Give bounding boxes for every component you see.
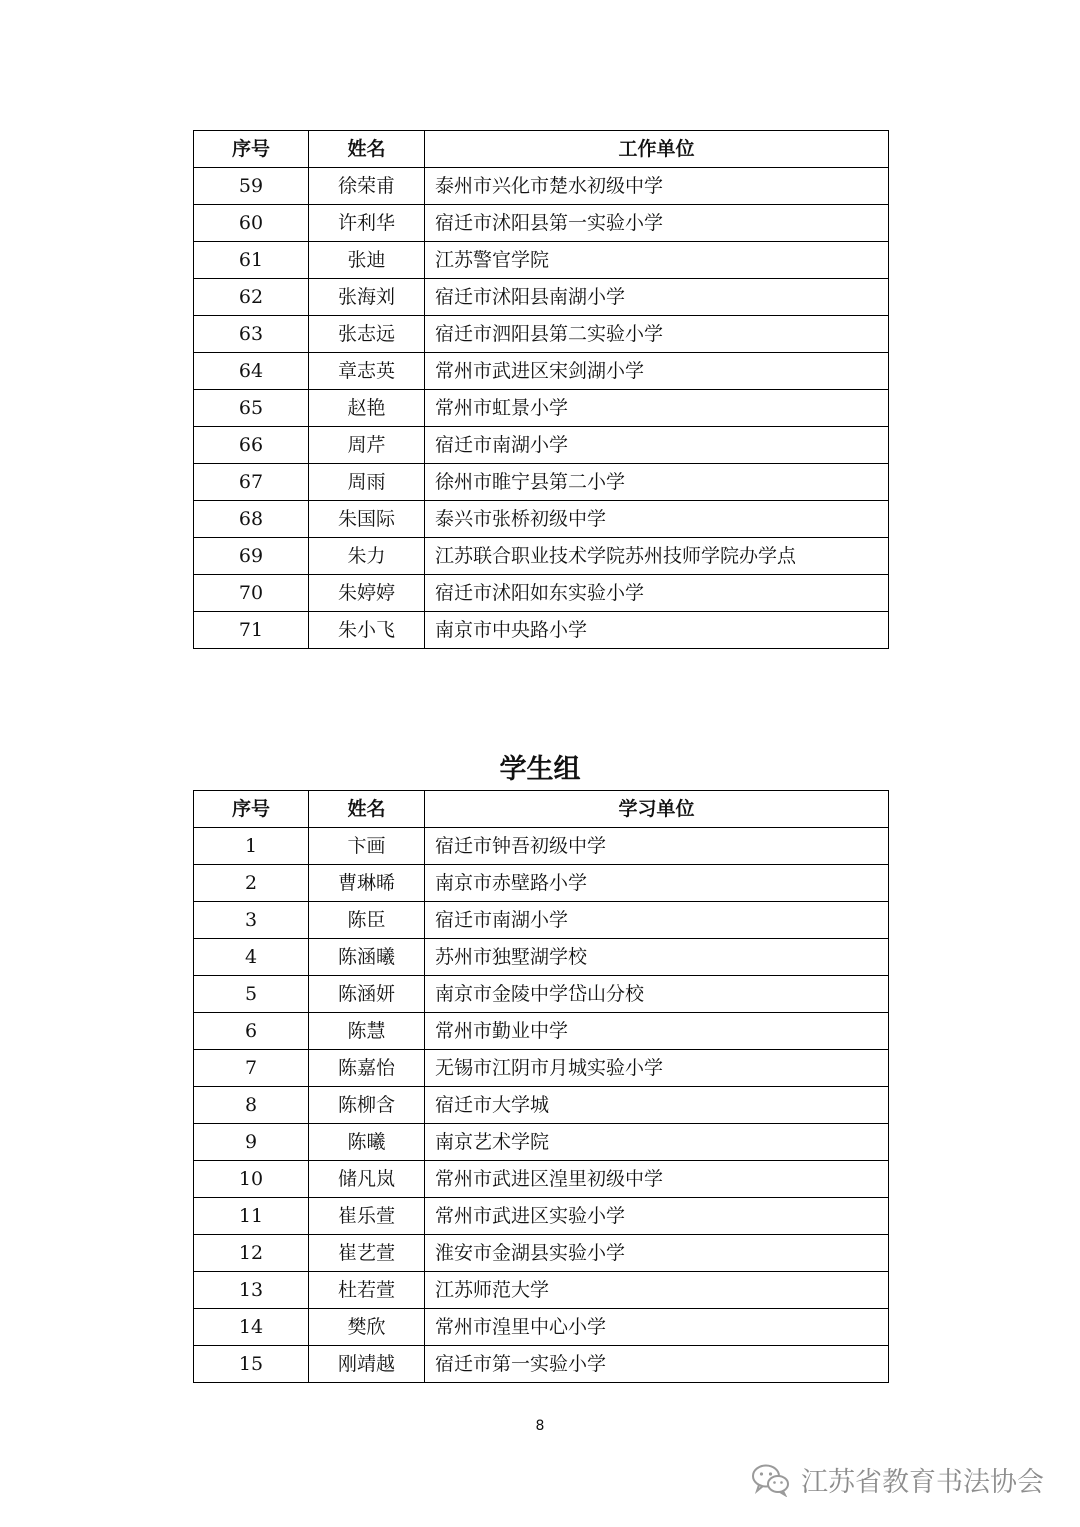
cell-name: 朱国际 — [309, 501, 425, 538]
cell-name: 樊欣 — [309, 1309, 425, 1346]
cell-name: 曹琳晞 — [309, 865, 425, 902]
cell-unit: 宿迁市大学城 — [425, 1087, 889, 1124]
cell-name: 周雨 — [309, 464, 425, 501]
watermark — [751, 1460, 1044, 1499]
cell-unit: 宿迁市南湖小学 — [425, 427, 889, 464]
table-row — [194, 168, 889, 205]
table-row — [194, 242, 889, 279]
cell-name: 张迪 — [309, 242, 425, 279]
cell-unit: 南京艺术学院 — [425, 1124, 889, 1161]
cell-number: 64 — [194, 353, 309, 390]
cell-number: 70 — [194, 575, 309, 612]
table-row — [194, 1013, 889, 1050]
table-row — [194, 538, 889, 575]
cell-unit: 常州市武进区宋剑湖小学 — [425, 353, 889, 390]
cell-name: 章志英 — [309, 353, 425, 390]
table-row — [194, 1050, 889, 1087]
cell-number: 4 — [194, 939, 309, 976]
cell-number: 67 — [194, 464, 309, 501]
cell-number: 10 — [194, 1161, 309, 1198]
table-row — [194, 1309, 889, 1346]
cell-name: 陈柳含 — [309, 1087, 425, 1124]
table-row — [194, 575, 889, 612]
cell-number: 8 — [194, 1087, 309, 1124]
cell-unit: 宿迁市沭阳如东实验小学 — [425, 575, 889, 612]
cell-unit: 宿迁市沭阳县南湖小学 — [425, 279, 889, 316]
cell-name: 崔乐萱 — [309, 1198, 425, 1235]
cell-number: 1 — [194, 828, 309, 865]
cell-number: 5 — [194, 976, 309, 1013]
header-number: 序号 — [194, 791, 309, 828]
cell-unit: 宿迁市南湖小学 — [425, 902, 889, 939]
cell-unit: 宿迁市沭阳县第一实验小学 — [425, 205, 889, 242]
table-row — [194, 501, 889, 538]
cell-unit: 常州市湟里中心小学 — [425, 1309, 889, 1346]
cell-unit: 宿迁市钟吾初级中学 — [425, 828, 889, 865]
cell-unit: 泰兴市张桥初级中学 — [425, 501, 889, 538]
cell-number: 7 — [194, 1050, 309, 1087]
cell-name: 陈慧 — [309, 1013, 425, 1050]
cell-unit: 无锡市江阴市月城实验小学 — [425, 1050, 889, 1087]
cell-number: 63 — [194, 316, 309, 353]
table-row — [194, 828, 889, 865]
cell-number: 60 — [194, 205, 309, 242]
table-row — [194, 279, 889, 316]
cell-number: 11 — [194, 1198, 309, 1235]
table-row — [194, 205, 889, 242]
cell-name: 朱力 — [309, 538, 425, 575]
table-row — [194, 612, 889, 649]
table-row — [194, 902, 889, 939]
cell-name: 张海刘 — [309, 279, 425, 316]
cell-number: 69 — [194, 538, 309, 575]
header-unit: 学习单位 — [425, 791, 889, 828]
table-header-row — [194, 791, 889, 828]
cell-unit: 南京市赤壁路小学 — [425, 865, 889, 902]
cell-unit: 苏州市独墅湖学校 — [425, 939, 889, 976]
cell-unit: 常州市勤业中学 — [425, 1013, 889, 1050]
table-row — [194, 1272, 889, 1309]
table-row — [194, 1124, 889, 1161]
cell-number: 65 — [194, 390, 309, 427]
cell-number: 13 — [194, 1272, 309, 1309]
cell-name: 朱小飞 — [309, 612, 425, 649]
cell-unit: 宿迁市泗阳县第二实验小学 — [425, 316, 889, 353]
cell-number: 2 — [194, 865, 309, 902]
cell-unit: 常州市虹景小学 — [425, 390, 889, 427]
table-row — [194, 390, 889, 427]
cell-name: 陈臣 — [309, 902, 425, 939]
table-row — [194, 1161, 889, 1198]
cell-number: 9 — [194, 1124, 309, 1161]
cell-name: 陈曦 — [309, 1124, 425, 1161]
cell-name: 刚靖越 — [309, 1346, 425, 1383]
student-table — [193, 790, 889, 1383]
header-name: 姓名 — [309, 791, 425, 828]
cell-number: 3 — [194, 902, 309, 939]
table-header-row — [194, 131, 889, 168]
cell-number: 12 — [194, 1235, 309, 1272]
cell-unit: 宿迁市第一实验小学 — [425, 1346, 889, 1383]
table-row — [194, 1346, 889, 1383]
cell-unit: 泰州市兴化市楚水初级中学 — [425, 168, 889, 205]
cell-number: 68 — [194, 501, 309, 538]
teacher-table — [193, 130, 889, 649]
cell-number: 61 — [194, 242, 309, 279]
cell-name: 徐荣甫 — [309, 168, 425, 205]
cell-name: 赵艳 — [309, 390, 425, 427]
cell-unit: 常州市武进区实验小学 — [425, 1198, 889, 1235]
cell-name: 杜若萱 — [309, 1272, 425, 1309]
watermark-text: 江苏省教育书法协会 — [801, 1467, 1044, 1498]
header-name: 姓名 — [309, 131, 425, 168]
cell-number: 15 — [194, 1346, 309, 1383]
table-row — [194, 464, 889, 501]
wechat-icon — [751, 1463, 791, 1497]
cell-name: 卞画 — [309, 828, 425, 865]
cell-unit: 淮安市金湖县实验小学 — [425, 1235, 889, 1272]
cell-name: 崔艺萱 — [309, 1235, 425, 1272]
table-row — [194, 865, 889, 902]
cell-name: 陈涵妍 — [309, 976, 425, 1013]
cell-unit: 徐州市睢宁县第二小学 — [425, 464, 889, 501]
cell-number: 66 — [194, 427, 309, 464]
cell-unit: 南京市金陵中学岱山分校 — [425, 976, 889, 1013]
table-row — [194, 1198, 889, 1235]
cell-name: 许利华 — [309, 205, 425, 242]
cell-number: 14 — [194, 1309, 309, 1346]
cell-unit: 南京市中央路小学 — [425, 612, 889, 649]
cell-number: 6 — [194, 1013, 309, 1050]
page-number: 8 — [535, 1418, 545, 1434]
student-section-title: 学生组 — [499, 754, 581, 785]
cell-unit: 江苏联合职业技术学院苏州技师学院办学点 — [425, 538, 889, 575]
cell-name: 陈嘉怡 — [309, 1050, 425, 1087]
cell-name: 周芹 — [309, 427, 425, 464]
cell-name: 储凡岚 — [309, 1161, 425, 1198]
table-row — [194, 1235, 889, 1272]
cell-unit: 江苏师范大学 — [425, 1272, 889, 1309]
cell-name: 张志远 — [309, 316, 425, 353]
table-row — [194, 316, 889, 353]
cell-name: 陈涵曦 — [309, 939, 425, 976]
cell-name: 朱婷婷 — [309, 575, 425, 612]
cell-unit: 常州市武进区湟里初级中学 — [425, 1161, 889, 1198]
header-unit: 工作单位 — [425, 131, 889, 168]
table-row — [194, 1087, 889, 1124]
header-number: 序号 — [194, 131, 309, 168]
table-row — [194, 939, 889, 976]
cell-number: 62 — [194, 279, 309, 316]
cell-unit: 江苏警官学院 — [425, 242, 889, 279]
table-row — [194, 353, 889, 390]
cell-number: 71 — [194, 612, 309, 649]
table-row — [194, 976, 889, 1013]
table-row — [194, 427, 889, 464]
cell-number: 59 — [194, 168, 309, 205]
